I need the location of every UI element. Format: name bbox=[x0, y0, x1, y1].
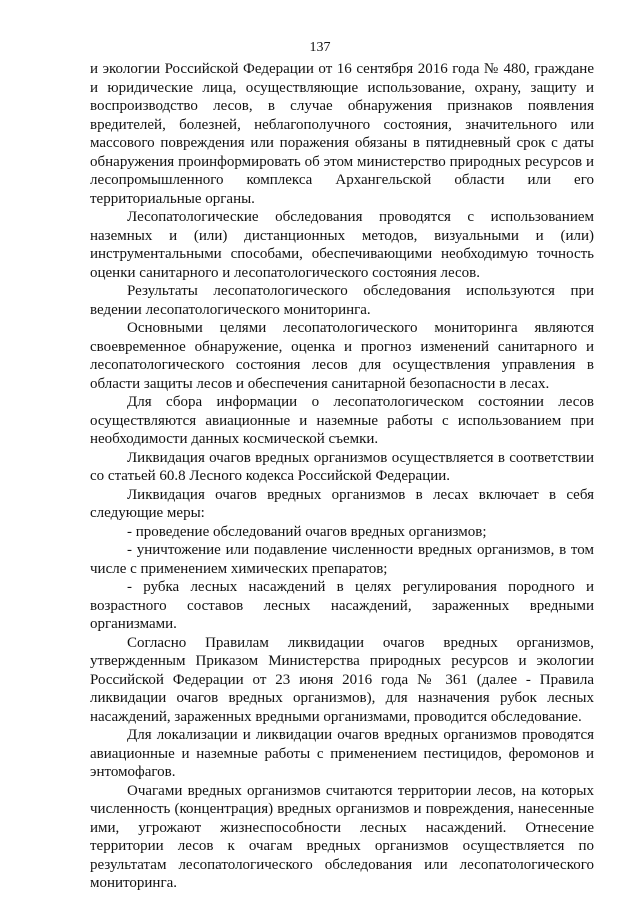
list-item: - рубка лесных насаждений в целях регулирования породного и возрастного составов лесных насаждений, зараженных вредными организмами. bbox=[90, 579, 594, 632]
paragraph: Ликвидация очагов вредных организмов осуществляется в соответствии со статьей 60.8 Лесного кодекса Российской Федерации. bbox=[90, 449, 594, 484]
paragraph: Результаты лесопатологического обследования используются при ведении лесопатологического мониторинга. bbox=[90, 283, 594, 318]
paragraph: Для сбора информации о лесопатологическом состоянии лесов осуществляются авиационные и наземные работы с использованием при необходимости данных космической съемки. bbox=[90, 394, 594, 447]
paragraph: Очагами вредных организмов считаются территории лесов, на которых численность (концентрация) вредных организмов и повреждения, нанесенные ими, угрожают жизнеспособности лесных насаждений. Отнесение территории лесов к очагам вредных организмов осуществляется по результатам лесопатологического обследования или лесопатологического мониторинга. bbox=[90, 782, 594, 891]
document-body bbox=[90, 60, 594, 893]
paragraph: Лесопатологические обследования проводятся с использованием наземных и (или) дистанционных методов, визуальными и (или) инструментальными способами, обеспечивающими необходимую точность оценки санитарного и лесопатологического состояния лесов. bbox=[90, 209, 594, 281]
paragraph: Для локализации и ликвидации очагов вредных организмов проводятся авиационные и наземные работы с применением пестицидов, феромонов и энтомофагов. bbox=[90, 727, 594, 780]
paragraph: Основными целями лесопатологического мониторинга являются своевременное обнаружение, оценка и прогноз изменений санитарного и лесопатологического состояния лесов для осуществления управления в области защиты лесов и обеспечения санитарной безопасности в лесах. bbox=[90, 320, 594, 392]
paragraph: и экологии Российской Федерации от 16 сентября 2016 года № 480, граждане и юридические лица, осуществляющие использование, охрану, защиту и воспроизводство лесов, в случае обнаружения признаков появления вредителей, болезней, неблагополучного состояния, значительного или массового повреждения или поражения обязаны в пятидневный срок с даты обнаружения проинформировать об этом министерство природных ресурсов и лесопромышленного комплекса Архангельской области или его территориальные органы. bbox=[90, 61, 594, 207]
list-item: - проведение обследований очагов вредных организмов; bbox=[127, 523, 487, 540]
paragraph: Согласно Правилам ликвидации очагов вредных организмов, утвержденным Приказом Министерства природных ресурсов и экологии Российской Федерации от 23 июня 2016 года № 361 (далее - Правила ликвидации очагов вредных организмов), для назначения рубок лесных насаждений, зараженных вредными организмами, проводится обследование. bbox=[90, 634, 594, 725]
paragraph: Ликвидация очагов вредных организмов в лесах включает в себя следующие меры: bbox=[90, 486, 594, 521]
list-item: - уничтожение или подавление численности вредных организмов, в том числе с применением химических препаратов; bbox=[90, 542, 594, 577]
page-number: 137 bbox=[309, 40, 331, 55]
